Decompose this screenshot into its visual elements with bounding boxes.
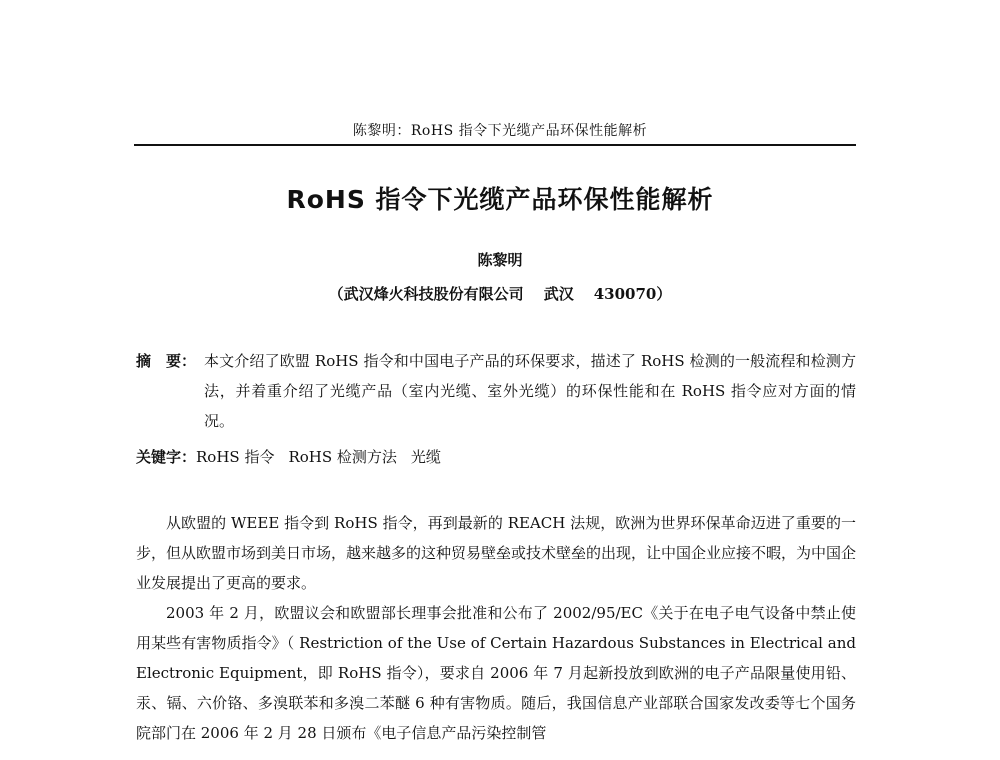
body-paragraph: 从欧盟的 WEEE 指令到 RoHS 指令，再到最新的 REACH 法规，欧洲为世界环保革命迈进了重要的一步，但从欧盟市场到美日市场，越来越多的这种贸易壁垒或技术壁垒的出现，让中国企业应接不暇，为中国企业发展提出了更高的要求。: [136, 514, 857, 592]
affiliation-postcode: 430070: [593, 285, 657, 303]
keyword-item: 光缆: [410, 448, 441, 466]
affiliation-open-paren: （: [328, 285, 344, 303]
affiliation: [0, 283, 1000, 304]
abstract: [136, 346, 856, 436]
affiliation-city: 武汉: [543, 285, 574, 303]
header-rule: [134, 144, 856, 146]
paper-title: RoHS 指令下光缆产品环保性能解析: [286, 185, 714, 214]
keywords: [136, 442, 856, 472]
keywords-label: 关键字：: [136, 448, 197, 466]
abstract-text: 本文介绍了欧盟 RoHS 指令和中国电子产品的环保要求，描述了 RoHS 检测的一般流程和检测方法，并着重介绍了光缆产品（室内光缆、室外光缆）的环保性能和在 RoHS 指令应对方面的情况。: [204, 352, 856, 430]
author-name: 陈黎明: [477, 251, 523, 269]
body-paragraph: 2003 年 2 月，欧盟议会和欧盟部长理事会批准和公布了 2002/95/EC《关于在电子电气设备中禁止使用某些有害物质指令》（ Restriction of the Use of Certain Hazardous Substances in Electrical and Electronic Equipment，即 RoHS 指令），要求自 2006 年 7 月起新投放到欧洲的电子产品限量使用铅、汞、镉、六价铬、多溴联苯和多溴二苯醚 6 种有害物质。随后，我国信息产业部联合国家发改委等七个国务院部门在 2006 年 2 月 28 日颁布《电子信息产品污染控制管: [136, 604, 856, 742]
abstract-label: 摘 要：: [136, 352, 197, 370]
keyword-item: RoHS 指令: [196, 448, 275, 466]
affiliation-organization: 武汉烽火科技股份有限公司: [343, 285, 524, 303]
keyword-item: RoHS 检测方法: [288, 448, 397, 466]
body-text: [136, 508, 856, 748]
running-header: 陈黎明：RoHS 指令下光缆产品环保性能解析: [352, 123, 648, 139]
affiliation-close-paren: ）: [656, 285, 672, 303]
